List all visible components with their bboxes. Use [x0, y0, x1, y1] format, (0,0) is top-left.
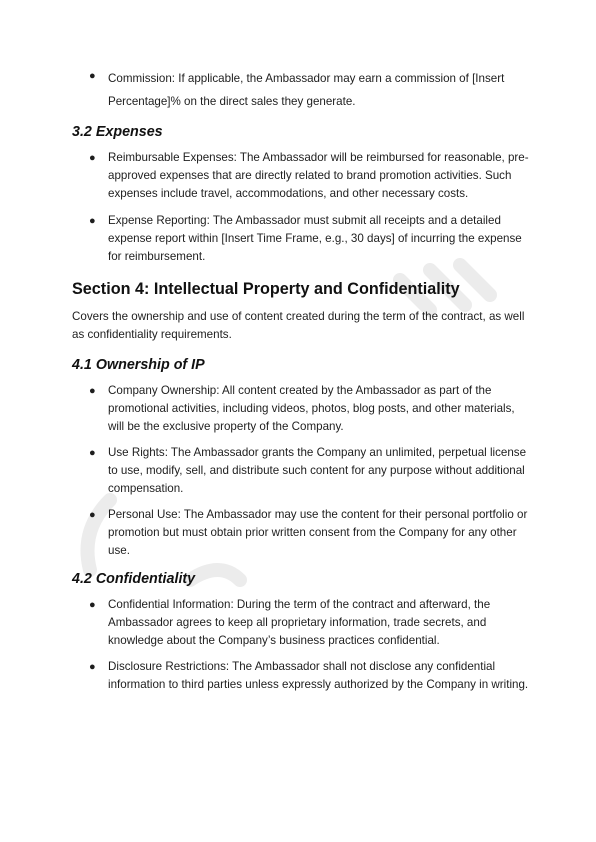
section-title-intellectual-property: Section 4: Intellectual Property and Confidentiality [72, 280, 460, 298]
list-item-text: Use Rights: The Ambassador grants the Company an unlimited, perpetual license to use, modify, sell, and distribute such content for any purpose without additional compensation. [108, 446, 527, 495]
bullet-icon: ● [89, 215, 96, 227]
list-item [72, 506, 532, 560]
list-item-text: Personal Use: The Ambassador may use the content for their personal portfolio or promotion but must obtain prior written consent from the Company for any other use. [108, 508, 528, 557]
subsection-heading-ownership-of-ip: 4.1 Ownership of IP [72, 357, 205, 373]
subsection-heading-confidentiality: 4.2 Confidentiality [72, 571, 196, 587]
list-item [72, 382, 532, 436]
list-item [72, 596, 532, 650]
ownership-list [72, 382, 532, 560]
subsection-heading-expenses: 3.2 Expenses [72, 124, 163, 140]
list-item [72, 444, 532, 498]
list-item-text: Confidential Information: During the term of the contract and afterward, the Ambassador agrees to keep all proprietary information, trade secrets, and knowledge about the Company’s business practices confidential. [108, 598, 491, 647]
commission-list [72, 67, 532, 113]
bullet-icon: ● [89, 599, 96, 611]
list-item [72, 67, 532, 113]
bullet-icon: ● [89, 509, 96, 521]
list-item-text: Disclosure Restrictions: The Ambassador shall not disclose any confidential information to third parties unless expressly authorized by the Company in writing. [108, 660, 529, 691]
list-item-text: Commission: If applicable, the Ambassador may earn a commission of [Insert Percentage]% on the direct sales they generate. [108, 72, 505, 108]
list-item-text: Reimbursable Expenses: The Ambassador will be reimbursed for reasonable, pre-approved expenses that are directly related to brand promotion activities. Such expenses include travel, accommodations, and other necessary costs. [108, 151, 529, 200]
list-item-text: Expense Reporting: The Ambassador must submit all receipts and a detailed expense report within [Insert Time Frame, e.g., 30 days] of incurring the expense for reimbursement. [108, 214, 522, 263]
bullet-icon: ● [89, 152, 96, 164]
bullet-icon: ● [89, 447, 96, 459]
list-item-text: Company Ownership: All content created by the Ambassador as part of the promotional activities, including videos, photos, blog posts, and other materials, will be the exclusive property of the Company. [108, 384, 515, 433]
bullet-icon: ● [89, 70, 96, 82]
section-intro: Covers the ownership and use of content created during the term of the contract, as well as confidentiality requirements. [72, 310, 525, 341]
expenses-list [72, 149, 532, 266]
document-content [72, 66, 532, 694]
bullet-icon: ● [89, 661, 96, 673]
bullet-icon: ● [89, 385, 96, 397]
list-item [72, 149, 532, 203]
confidentiality-list [72, 596, 532, 694]
list-item [72, 212, 532, 266]
list-item [72, 658, 532, 694]
